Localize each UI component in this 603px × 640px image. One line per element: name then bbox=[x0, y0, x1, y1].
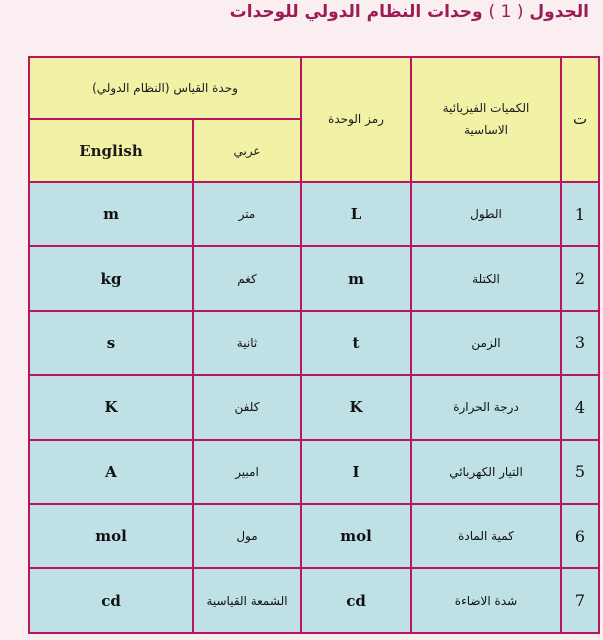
row-number: 1 bbox=[561, 182, 599, 246]
arabic-unit-cell: كغم bbox=[193, 246, 301, 310]
symbol-cell: K bbox=[301, 375, 411, 439]
header-index: ت bbox=[561, 57, 599, 182]
quantity-cell: كمية المادة bbox=[411, 504, 561, 568]
quantity-cell: الزمن bbox=[411, 311, 561, 375]
header-symbol: رمز الوحدة bbox=[301, 57, 411, 182]
title-prefix: الجدول bbox=[529, 2, 589, 22]
table-row bbox=[29, 504, 599, 568]
table-row bbox=[29, 182, 599, 246]
arabic-unit-cell: امبير bbox=[193, 440, 301, 504]
symbol-cell: m bbox=[301, 246, 411, 310]
table-row bbox=[29, 311, 599, 375]
row-number: 7 bbox=[561, 568, 599, 633]
header-english: English bbox=[29, 119, 193, 181]
table-row bbox=[29, 440, 599, 504]
header-unit: وحدة القياس (النظام الدولي) bbox=[29, 57, 301, 119]
symbol-cell: I bbox=[301, 440, 411, 504]
header-quantity: الكميات الفيزيائية الاساسية bbox=[411, 57, 561, 182]
arabic-unit-cell: كلفن bbox=[193, 375, 301, 439]
english-unit-cell: mol bbox=[29, 504, 193, 568]
row-number: 4 bbox=[561, 375, 599, 439]
table-row bbox=[29, 375, 599, 439]
english-unit-cell: kg bbox=[29, 246, 193, 310]
table-row bbox=[29, 568, 599, 633]
english-unit-cell: s bbox=[29, 311, 193, 375]
english-unit-cell: K bbox=[29, 375, 193, 439]
quantity-cell: شدة الاضاءة bbox=[411, 568, 561, 633]
si-units-table bbox=[28, 56, 600, 634]
quantity-cell: الطول bbox=[411, 182, 561, 246]
quantity-cell: الكتلة bbox=[411, 246, 561, 310]
arabic-unit-cell: ثانية bbox=[193, 311, 301, 375]
english-unit-cell: A bbox=[29, 440, 193, 504]
quantity-cell: التيار الكهربائي bbox=[411, 440, 561, 504]
row-number: 6 bbox=[561, 504, 599, 568]
title-number: ( 1 ) bbox=[488, 2, 524, 22]
symbol-cell: L bbox=[301, 182, 411, 246]
title-text: وحدات النظام الدولي للوحدات bbox=[229, 2, 483, 22]
table-title bbox=[230, 2, 589, 22]
symbol-cell: cd bbox=[301, 568, 411, 633]
arabic-unit-cell: متر bbox=[193, 182, 301, 246]
english-unit-cell: cd bbox=[29, 568, 193, 633]
arabic-unit-cell: الشمعة القياسية bbox=[193, 568, 301, 633]
header-arabic: عربي bbox=[193, 119, 301, 181]
row-number: 5 bbox=[561, 440, 599, 504]
quantity-cell: درجة الحرارة bbox=[411, 375, 561, 439]
row-number: 3 bbox=[561, 311, 599, 375]
english-unit-cell: m bbox=[29, 182, 193, 246]
symbol-cell: mol bbox=[301, 504, 411, 568]
arabic-unit-cell: مول bbox=[193, 504, 301, 568]
table-row bbox=[29, 246, 599, 310]
row-number: 2 bbox=[561, 246, 599, 310]
symbol-cell: t bbox=[301, 311, 411, 375]
